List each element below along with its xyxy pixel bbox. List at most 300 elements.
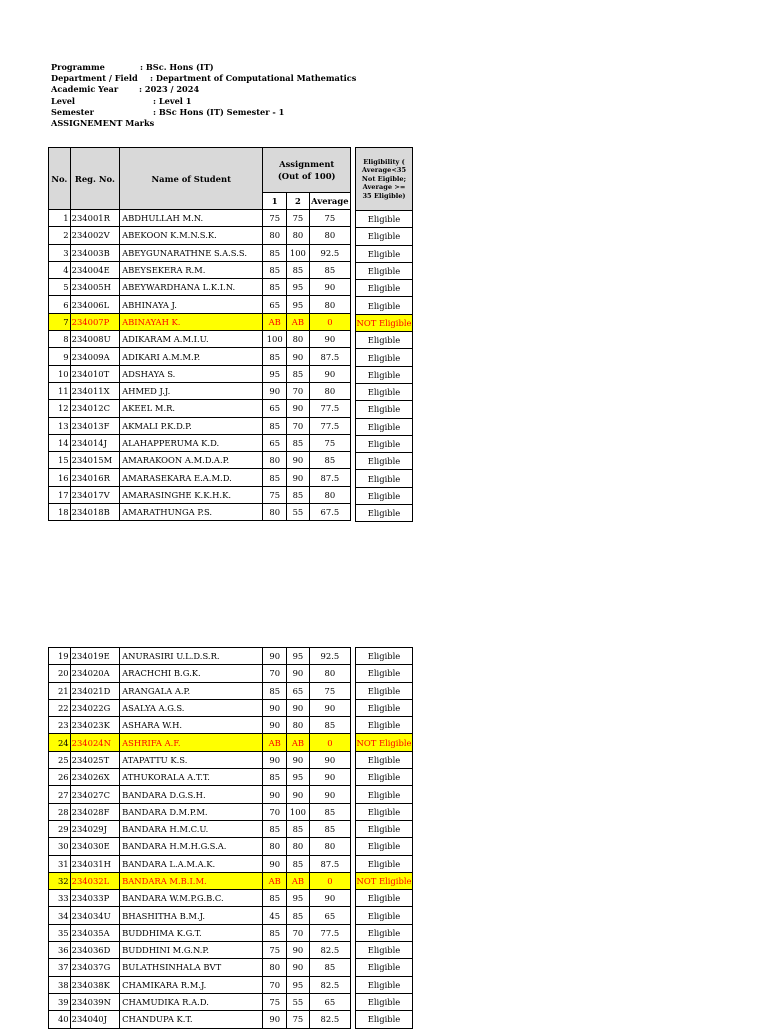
cell-assignment-1: 85 <box>263 244 287 261</box>
cell-average: 82.5 <box>309 1011 350 1028</box>
cell-reg-no: 234031H <box>70 855 119 872</box>
cell-assignment-1: 85 <box>263 279 287 296</box>
table-row <box>49 417 351 434</box>
table-row <box>49 279 351 296</box>
eligibility-row <box>356 1011 413 1028</box>
cell-eligibility: Eligible <box>356 1011 413 1028</box>
cell-average: 77.5 <box>309 417 350 434</box>
cell-student-name: AMARAKOON A.M.D.A.P. <box>120 452 263 469</box>
cell-reg-no: 234039N <box>70 993 119 1010</box>
cell-assignment-1: 85 <box>263 417 287 434</box>
cell-reg-no: 234010T <box>70 365 119 382</box>
cell-reg-no: 234038K <box>70 976 119 993</box>
cell-average: 87.5 <box>309 469 350 486</box>
cell-reg-no: 234024N <box>70 734 119 751</box>
cell-assignment-1: 85 <box>263 682 287 699</box>
cell-assignment-2: 95 <box>287 769 310 786</box>
table-row <box>49 803 351 820</box>
cell-average: 85 <box>309 820 350 837</box>
cell-assignment-1: 70 <box>263 976 287 993</box>
cell-assignment-1: 70 <box>263 803 287 820</box>
cell-reg-no: 234033P <box>70 890 119 907</box>
cell-student-name: AMARATHUNGA P.S. <box>120 504 263 521</box>
cell-average: 80 <box>309 296 350 313</box>
cell-no: 5 <box>49 279 71 296</box>
cell-no: 8 <box>49 331 71 348</box>
cell-eligibility: Eligible <box>356 993 413 1010</box>
cell-average: 87.5 <box>309 348 350 365</box>
page-title: ASSIGNEMENT Marks <box>51 117 155 128</box>
cell-assignment-2: 80 <box>287 227 310 244</box>
cell-student-name: CHANDUPA K.T. <box>120 1011 263 1028</box>
cell-average: 0 <box>309 313 350 330</box>
cell-eligibility: Eligible <box>356 924 413 941</box>
cell-average: 85 <box>309 803 350 820</box>
cell-no: 32 <box>49 872 71 889</box>
cell-eligibility: Eligible <box>356 349 413 366</box>
cell-student-name: BULATHSINHALA BVT <box>120 959 263 976</box>
col-a1-header: 1 <box>263 193 287 210</box>
cell-eligibility: Eligible <box>356 751 413 768</box>
cell-reg-no: 234035A <box>70 924 119 941</box>
table-row <box>49 486 351 503</box>
cell-average: 77.5 <box>309 400 350 417</box>
table-row <box>49 751 351 768</box>
col-assignment-header: Assignment (Out of 100) <box>263 148 351 193</box>
table-row <box>49 382 351 399</box>
cell-no: 3 <box>49 244 71 261</box>
cell-no: 36 <box>49 942 71 959</box>
cell-assignment-2: 90 <box>287 348 310 365</box>
cell-reg-no: 234017V <box>70 486 119 503</box>
eligibility-row <box>356 228 413 245</box>
cell-assignment-2: 90 <box>287 786 310 803</box>
cell-student-name: BUDDHIMA K.G.T. <box>120 924 263 941</box>
cell-assignment-1: 75 <box>263 993 287 1010</box>
cell-average: 87.5 <box>309 855 350 872</box>
cell-assignment-2: 95 <box>287 648 310 665</box>
semester-value: : BSc Hons (IT) Semester - 1 <box>153 106 285 117</box>
cell-assignment-1: 85 <box>263 261 287 278</box>
cell-assignment-2: 85 <box>287 855 310 872</box>
cell-assignment-2: 95 <box>287 296 310 313</box>
cell-eligibility: Eligible <box>356 332 413 349</box>
cell-eligibility: Eligible <box>356 855 413 872</box>
table-row <box>49 648 351 665</box>
cell-average: 90 <box>309 769 350 786</box>
cell-average: 0 <box>309 734 350 751</box>
cell-eligibility: Eligible <box>356 418 413 435</box>
cell-assignment-2: 90 <box>287 959 310 976</box>
cell-assignment-1: 95 <box>263 365 287 382</box>
cell-average: 85 <box>309 959 350 976</box>
cell-reg-no: 234040J <box>70 1011 119 1028</box>
cell-reg-no: 234029J <box>70 820 119 837</box>
eligibility-row <box>356 297 413 314</box>
cell-eligibility: Eligible <box>356 717 413 734</box>
cell-reg-no: 234037G <box>70 959 119 976</box>
cell-assignment-1: 85 <box>263 348 287 365</box>
cell-assignment-2: AB <box>287 313 310 330</box>
cell-assignment-1: AB <box>263 313 287 330</box>
semester-label: Semester <box>51 106 94 117</box>
table-row <box>49 959 351 976</box>
cell-assignment-1: AB <box>263 872 287 889</box>
cell-average: 75 <box>309 682 350 699</box>
cell-eligibility: Eligible <box>356 435 413 452</box>
cell-student-name: BHASHITHA B.M.J. <box>120 907 263 924</box>
cell-student-name: AHMED J.J. <box>120 382 263 399</box>
cell-assignment-2: AB <box>287 872 310 889</box>
cell-assignment-2: AB <box>287 734 310 751</box>
cell-assignment-2: 85 <box>287 434 310 451</box>
cell-no: 6 <box>49 296 71 313</box>
table-row <box>49 665 351 682</box>
cell-eligibility: Eligible <box>356 942 413 959</box>
eligibility-row <box>356 924 413 941</box>
eligibility-row <box>356 366 413 383</box>
eligibility-row <box>356 349 413 366</box>
cell-eligibility: Eligible <box>356 648 413 665</box>
cell-average: 90 <box>309 699 350 716</box>
cell-reg-no: 234004E <box>70 261 119 278</box>
cell-student-name: ABINAYAH K. <box>120 313 263 330</box>
eligibility-row <box>356 855 413 872</box>
cell-assignment-1: 90 <box>263 382 287 399</box>
eligibility-row <box>356 487 413 504</box>
eligibility-row <box>356 470 413 487</box>
cell-assignment-1: 90 <box>263 1011 287 1028</box>
cell-eligibility: Eligible <box>356 470 413 487</box>
cell-eligibility: Eligible <box>356 820 413 837</box>
cell-no: 26 <box>49 769 71 786</box>
cell-average: 85 <box>309 261 350 278</box>
cell-student-name: ASHRIFA A.F. <box>120 734 263 751</box>
marks-table-1 <box>48 147 351 521</box>
table-row <box>49 993 351 1010</box>
cell-assignment-1: 85 <box>263 769 287 786</box>
cell-average: 0 <box>309 872 350 889</box>
cell-eligibility: Eligible <box>356 366 413 383</box>
cell-student-name: ADIKARAM A.M.I.U. <box>120 331 263 348</box>
eligibility-row <box>356 245 413 262</box>
cell-assignment-1: 80 <box>263 959 287 976</box>
cell-eligibility: Eligible <box>356 211 413 228</box>
eligibility-row <box>356 993 413 1010</box>
cell-student-name: ADSHAYA S. <box>120 365 263 382</box>
cell-reg-no: 234036D <box>70 942 119 959</box>
cell-eligibility: Eligible <box>356 245 413 262</box>
table-row <box>49 452 351 469</box>
eligibility-row <box>356 648 413 665</box>
cell-average: 77.5 <box>309 924 350 941</box>
col-reg-header: Reg. No. <box>70 148 119 210</box>
level-label: Level <box>51 95 76 106</box>
table-row <box>49 313 351 330</box>
cell-assignment-2: 85 <box>287 820 310 837</box>
cell-assignment-1: 85 <box>263 890 287 907</box>
cell-eligibility: Eligible <box>356 838 413 855</box>
cell-assignment-2: 85 <box>287 907 310 924</box>
table-row <box>49 400 351 417</box>
cell-student-name: ADIKARI A.M.M.P. <box>120 348 263 365</box>
cell-eligibility: Eligible <box>356 786 413 803</box>
cell-eligibility: Eligible <box>356 682 413 699</box>
cell-average: 67.5 <box>309 504 350 521</box>
cell-assignment-2: 80 <box>287 717 310 734</box>
table-row <box>49 434 351 451</box>
table-row <box>49 365 351 382</box>
cell-no: 35 <box>49 924 71 941</box>
cell-eligibility: NOT Eligible <box>356 734 413 751</box>
cell-reg-no: 234020A <box>70 665 119 682</box>
cell-student-name: BUDDHINI M.G.N.P. <box>120 942 263 959</box>
table-row <box>49 227 351 244</box>
cell-no: 21 <box>49 682 71 699</box>
cell-average: 82.5 <box>309 976 350 993</box>
cell-reg-no: 234009A <box>70 348 119 365</box>
department-value: : Department of Computational Mathematics <box>150 73 357 84</box>
cell-student-name: BANDARA H.M.H.G.S.A. <box>120 838 263 855</box>
cell-assignment-2: 70 <box>287 924 310 941</box>
cell-reg-no: 234013F <box>70 417 119 434</box>
cell-assignment-2: 85 <box>287 486 310 503</box>
cell-eligibility: Eligible <box>356 665 413 682</box>
cell-student-name: AMARASINGHE K.K.H.K. <box>120 486 263 503</box>
cell-assignment-1: 90 <box>263 699 287 716</box>
cell-student-name: AMARASEKARA E.A.M.D. <box>120 469 263 486</box>
cell-student-name: ABEYGUNARATHNE S.A.S.S. <box>120 244 263 261</box>
cell-student-name: ASALYA A.G.S. <box>120 699 263 716</box>
cell-student-name: ARACHCHI B.G.K. <box>120 665 263 682</box>
cell-assignment-2: 90 <box>287 400 310 417</box>
cell-student-name: BANDARA W.M.P.G.B.C. <box>120 890 263 907</box>
marks-table-2 <box>48 647 351 1029</box>
eligibility-row <box>356 211 413 228</box>
cell-no: 12 <box>49 400 71 417</box>
cell-eligibility: Eligible <box>356 401 413 418</box>
cell-no: 33 <box>49 890 71 907</box>
eligibility-row <box>356 332 413 349</box>
cell-eligibility: Eligible <box>356 699 413 716</box>
cell-no: 25 <box>49 751 71 768</box>
cell-student-name: BANDARA L.A.M.A.K. <box>120 855 263 872</box>
cell-reg-no: 234021D <box>70 682 119 699</box>
cell-student-name: BANDARA D.M.P.M. <box>120 803 263 820</box>
eligibility-row <box>356 751 413 768</box>
eligibility-row <box>356 418 413 435</box>
table-row <box>49 976 351 993</box>
programme-label: Programme <box>51 62 105 72</box>
cell-assignment-2: 55 <box>287 504 310 521</box>
cell-assignment-2: 95 <box>287 279 310 296</box>
eligibility-row <box>356 976 413 993</box>
col-no-header: No. <box>49 148 71 210</box>
cell-assignment-1: 80 <box>263 227 287 244</box>
cell-reg-no: 234001R <box>70 210 119 227</box>
cell-assignment-1: 90 <box>263 786 287 803</box>
cell-average: 80 <box>309 227 350 244</box>
eligibility-row <box>356 959 413 976</box>
col-a2-header: 2 <box>287 193 310 210</box>
table-row <box>49 348 351 365</box>
cell-reg-no: 234006L <box>70 296 119 313</box>
cell-average: 90 <box>309 279 350 296</box>
programme-value: : BSc. Hons (IT) <box>140 62 214 72</box>
cell-average: 80 <box>309 838 350 855</box>
cell-reg-no: 234019E <box>70 648 119 665</box>
cell-no: 2 <box>49 227 71 244</box>
cell-average: 90 <box>309 365 350 382</box>
cell-eligibility: Eligible <box>356 297 413 314</box>
cell-no: 28 <box>49 803 71 820</box>
eligibility-row <box>356 505 413 522</box>
cell-reg-no: 234018B <box>70 504 119 521</box>
cell-assignment-2: 90 <box>287 751 310 768</box>
cell-assignment-2: 95 <box>287 890 310 907</box>
cell-reg-no: 234027C <box>70 786 119 803</box>
cell-assignment-2: 100 <box>287 803 310 820</box>
col-eligibility-header: Eligibility ( Average<35 Not Eigible; Average >= 35 Eligible) <box>356 148 413 211</box>
cell-student-name: ATHUKORALA A.T.T. <box>120 769 263 786</box>
cell-student-name: ATAPATTU K.S. <box>120 751 263 768</box>
eligibility-row <box>356 890 413 907</box>
cell-assignment-1: 75 <box>263 210 287 227</box>
table-row <box>49 855 351 872</box>
table-row <box>49 261 351 278</box>
cell-no: 34 <box>49 907 71 924</box>
cell-student-name: ARANGALA A.P. <box>120 682 263 699</box>
cell-assignment-2: 90 <box>287 469 310 486</box>
cell-assignment-2: 90 <box>287 942 310 959</box>
cell-assignment-1: 100 <box>263 331 287 348</box>
cell-reg-no: 234016R <box>70 469 119 486</box>
cell-average: 65 <box>309 993 350 1010</box>
cell-student-name: BANDARA M.B.I.M. <box>120 872 263 889</box>
cell-average: 65 <box>309 907 350 924</box>
eligibility-row <box>356 907 413 924</box>
cell-no: 37 <box>49 959 71 976</box>
cell-reg-no: 234008U <box>70 331 119 348</box>
eligibility-row <box>356 942 413 959</box>
table-row <box>49 717 351 734</box>
eligibility-row <box>356 769 413 786</box>
cell-eligibility: Eligible <box>356 383 413 400</box>
cell-no: 14 <box>49 434 71 451</box>
cell-average: 80 <box>309 382 350 399</box>
table-row <box>49 907 351 924</box>
cell-no: 40 <box>49 1011 71 1028</box>
eligibility-table-2 <box>355 647 413 1029</box>
cell-reg-no: 234011X <box>70 382 119 399</box>
cell-assignment-2: 80 <box>287 838 310 855</box>
cell-average: 92.5 <box>309 244 350 261</box>
cell-eligibility: Eligible <box>356 280 413 297</box>
table-row <box>49 942 351 959</box>
cell-assignment-2: 65 <box>287 682 310 699</box>
cell-no: 19 <box>49 648 71 665</box>
table-row <box>49 769 351 786</box>
eligibility-row <box>356 435 413 452</box>
cell-reg-no: 234005H <box>70 279 119 296</box>
table-row <box>49 820 351 837</box>
cell-student-name: CHAMUDIKA R.A.D. <box>120 993 263 1010</box>
cell-average: 85 <box>309 452 350 469</box>
cell-assignment-1: 80 <box>263 838 287 855</box>
cell-average: 90 <box>309 331 350 348</box>
cell-no: 13 <box>49 417 71 434</box>
cell-assignment-1: AB <box>263 734 287 751</box>
cell-reg-no: 234032L <box>70 872 119 889</box>
cell-assignment-1: 65 <box>263 434 287 451</box>
cell-student-name: ABEYWARDHANA L.K.I.N. <box>120 279 263 296</box>
cell-eligibility: NOT Eligible <box>356 314 413 331</box>
level-value: : Level 1 <box>153 95 192 106</box>
eligibility-row <box>356 717 413 734</box>
cell-no: 7 <box>49 313 71 330</box>
cell-reg-no: 234012C <box>70 400 119 417</box>
cell-student-name: ABDHULLAH M.N. <box>120 210 263 227</box>
cell-eligibility: Eligible <box>356 803 413 820</box>
cell-assignment-2: 90 <box>287 699 310 716</box>
cell-assignment-2: 100 <box>287 244 310 261</box>
cell-assignment-1: 90 <box>263 855 287 872</box>
cell-no: 1 <box>49 210 71 227</box>
cell-average: 92.5 <box>309 648 350 665</box>
department-label: Department / Field <box>51 73 138 84</box>
cell-assignment-1: 65 <box>263 296 287 313</box>
cell-reg-no: 234022G <box>70 699 119 716</box>
eligibility-row <box>356 734 413 751</box>
cell-reg-no: 234002V <box>70 227 119 244</box>
table-row <box>49 296 351 313</box>
eligibility-row <box>356 453 413 470</box>
cell-reg-no: 234028F <box>70 803 119 820</box>
cell-average: 90 <box>309 890 350 907</box>
table-row <box>49 1011 351 1028</box>
cell-assignment-2: 85 <box>287 261 310 278</box>
eligibility-row <box>356 786 413 803</box>
table-row <box>49 786 351 803</box>
table-row <box>49 682 351 699</box>
cell-no: 18 <box>49 504 71 521</box>
cell-eligibility: Eligible <box>356 959 413 976</box>
eligibility-row <box>356 383 413 400</box>
eligibility-row <box>356 803 413 820</box>
cell-assignment-2: 95 <box>287 976 310 993</box>
year-label: Academic Year <box>51 84 119 95</box>
cell-assignment-1: 70 <box>263 665 287 682</box>
cell-assignment-2: 80 <box>287 331 310 348</box>
cell-no: 20 <box>49 665 71 682</box>
cell-reg-no: 234014J <box>70 434 119 451</box>
table-row <box>49 924 351 941</box>
eligibility-row <box>356 699 413 716</box>
table-row <box>49 504 351 521</box>
cell-student-name: CHAMIKARA R.M.J. <box>120 976 263 993</box>
cell-assignment-2: 90 <box>287 665 310 682</box>
cell-assignment-1: 80 <box>263 452 287 469</box>
cell-eligibility: Eligible <box>356 262 413 279</box>
eligibility-row <box>356 682 413 699</box>
cell-eligibility: Eligible <box>356 487 413 504</box>
cell-no: 10 <box>49 365 71 382</box>
eligibility-row <box>356 665 413 682</box>
cell-assignment-1: 75 <box>263 486 287 503</box>
cell-no: 16 <box>49 469 71 486</box>
cell-reg-no: 234030E <box>70 838 119 855</box>
cell-assignment-1: 45 <box>263 907 287 924</box>
